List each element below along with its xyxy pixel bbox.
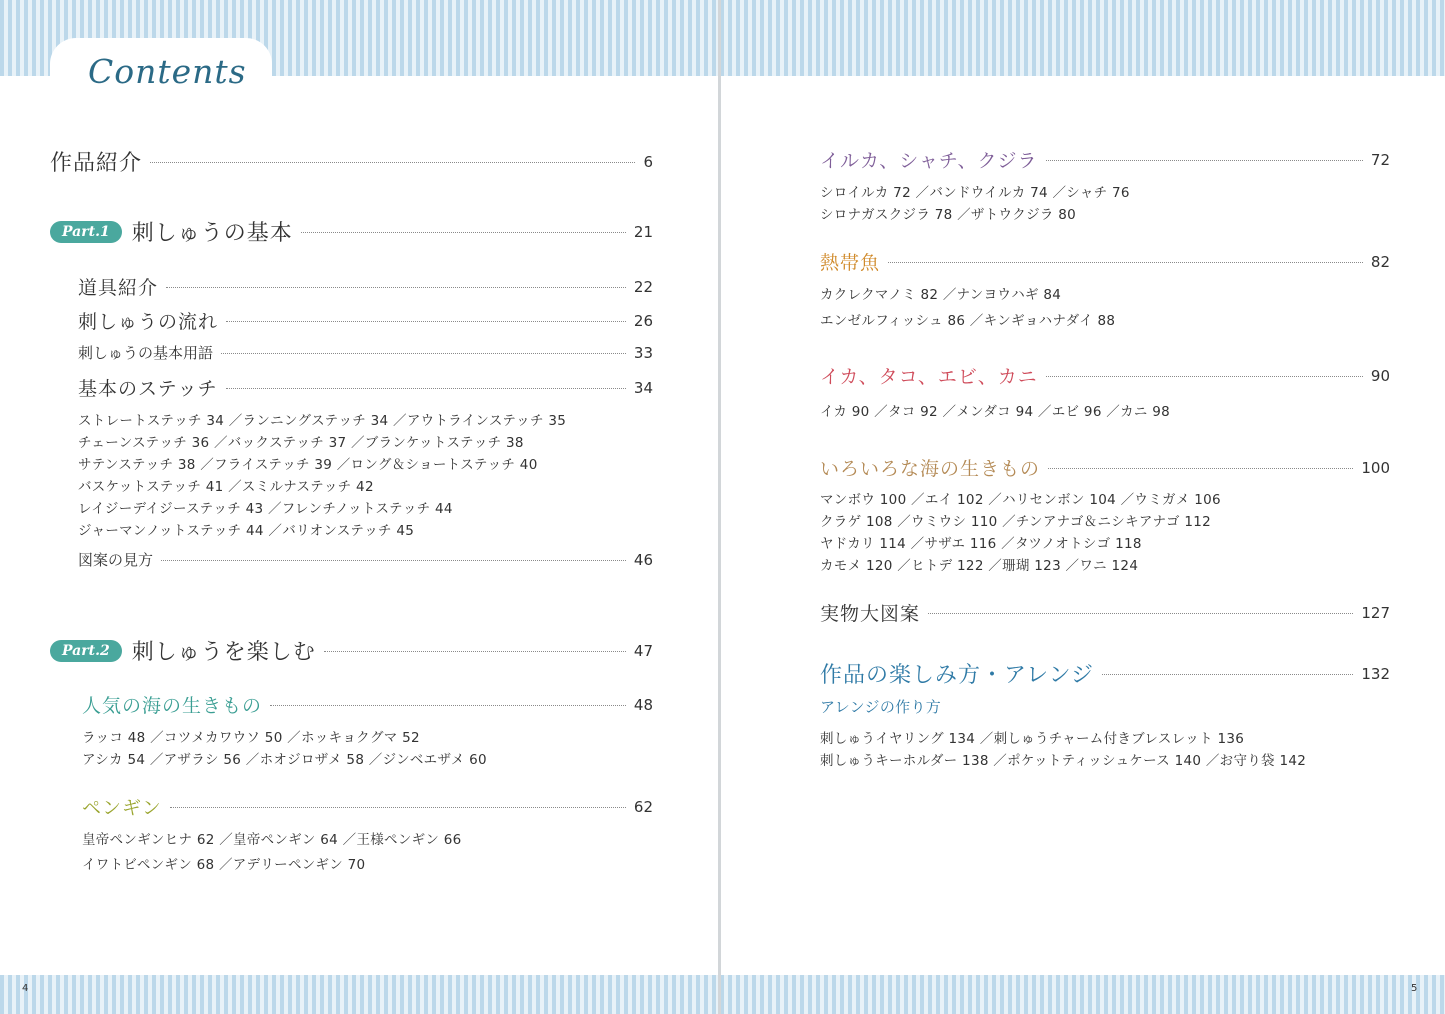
toc-page-number: 48 [633, 695, 653, 714]
toc-label: 刺しゅうの基本 [131, 221, 293, 246]
leader-dots [928, 613, 1353, 614]
toc-page-number: 62 [633, 797, 653, 816]
subitem-line: 皇帝ペンギンヒナ 62 ／皇帝ペンギン 64 ／王様ペンギン 66 [82, 832, 462, 848]
stitch-list-line: サテンステッチ 38 ／フライステッチ 39 ／ロング＆ショートステッチ 40 [78, 457, 538, 473]
leader-dots [1046, 160, 1363, 161]
toc-page-number: 46 [633, 550, 653, 569]
stitch-list-line: レイジーデイジーステッチ 43 ／フレンチノットステッチ 44 [78, 501, 453, 517]
toc-entry-dolphin[interactable] [820, 146, 1390, 173]
toc-page-number: 72 [1370, 150, 1390, 169]
leader-dots [324, 651, 626, 652]
leader-dots [1046, 376, 1363, 377]
part-badge: Part.2 [50, 640, 122, 662]
toc-label: 刺しゅうの流れ [78, 311, 219, 333]
toc-entry-terms[interactable] [78, 342, 653, 363]
toc-label: 刺しゅうの基本用語 [78, 344, 214, 362]
toc-page-number: 34 [633, 378, 653, 397]
toc-label: 図案の見方 [78, 551, 154, 569]
leader-dots [226, 388, 626, 389]
stitch-list-line: バスケットステッチ 41 ／スミルナステッチ 42 [78, 479, 374, 495]
subitem-line: ラッコ 48 ／コツメカワウソ 50 ／ホッキョクグマ 52 [82, 730, 420, 746]
leader-dots [888, 262, 1363, 263]
toc-entry-stitches[interactable] [78, 374, 653, 401]
toc-entry-tropical[interactable] [820, 248, 1390, 275]
toc-page-number: 33 [633, 343, 653, 362]
leader-dots [166, 287, 626, 288]
subitem-line: シロイルカ 72 ／バンドウイルカ 74 ／シャチ 76 [820, 185, 1130, 201]
stitch-list-line: ストレートステッチ 34 ／ランニングステッチ 34 ／アウトラインステッチ 35 [78, 413, 567, 429]
subitem-line: マンボウ 100 ／エイ 102 ／ハリセンボン 104 ／ウミガメ 106 [820, 492, 1221, 508]
part-badge: Part.1 [50, 221, 122, 243]
subitem-line: 刺しゅうキーホルダー 138 ／ポケットティッシュケース 140 ／お守り袋 142 [820, 753, 1307, 769]
arrange-sub-heading[interactable]: アレンジの作り方 [820, 698, 942, 716]
subitem-line: アシカ 54 ／アザラシ 56 ／ホオジロザメ 58 ／ジンベエザメ 60 [82, 752, 487, 768]
toc-page-number: 132 [1361, 664, 1390, 683]
toc-entry-intro[interactable] [50, 146, 653, 177]
toc-label: いろいろな海の生きもの [820, 458, 1041, 480]
leader-dots [1048, 468, 1353, 469]
toc-page-number: 90 [1370, 366, 1390, 385]
page-number-right: 5 [1411, 983, 1418, 994]
stitch-list-line: ジャーマンノットステッチ 44 ／バリオンステッチ 45 [78, 523, 415, 539]
toc-page-number: 47 [633, 641, 653, 660]
leader-dots [226, 321, 626, 322]
toc-entry-flow[interactable] [78, 307, 653, 334]
toc-entry-fullsize[interactable] [820, 599, 1390, 626]
toc-entry-penguin[interactable] [82, 793, 653, 820]
toc-page-number: 26 [633, 311, 653, 330]
leader-dots [301, 232, 626, 233]
toc-label: 人気の海の生きもの [82, 695, 263, 717]
right-page [721, 0, 1445, 1014]
leader-dots [150, 162, 635, 163]
leader-dots [270, 705, 626, 706]
toc-label: 道具紹介 [78, 277, 159, 299]
leader-dots [221, 353, 626, 354]
toc-label: ペンギン [82, 797, 162, 819]
toc-page-number: 127 [1361, 603, 1390, 622]
subitem-line: 刺しゅうイヤリング 134 ／刺しゅうチャーム付きブレスレット 136 [820, 731, 1245, 747]
toc-entry-various[interactable] [820, 454, 1390, 481]
toc-entry-pattern[interactable] [78, 549, 653, 570]
toc-label: 刺しゅうを楽しむ [131, 640, 316, 665]
subitem-line: エンゼルフィッシュ 86 ／キンギョハナダイ 88 [820, 313, 1116, 329]
subitem-line: イカ 90 ／タコ 92 ／メンダコ 94 ／エビ 96 ／カニ 98 [820, 404, 1171, 420]
toc-page-number: 6 [643, 152, 653, 171]
left-page [0, 0, 718, 1014]
toc-label: 作品紹介 [50, 151, 143, 176]
contents-title: Contents [88, 52, 247, 91]
subitem-line: イワトビペンギン 68 ／アデリーペンギン 70 [82, 857, 366, 873]
stitch-list-line: チェーンステッチ 36 ／バックステッチ 37 ／ブランケットステッチ 38 [78, 435, 524, 451]
toc-label: 基本のステッチ [78, 378, 218, 400]
subitem-line: カモメ 120 ／ヒトデ 122 ／珊瑚 123 ／ワニ 124 [820, 558, 1139, 574]
toc-entry-tools[interactable] [78, 273, 653, 300]
leader-dots [161, 560, 626, 561]
toc-label: イカ、タコ、エビ、カニ [820, 366, 1038, 388]
subitem-line: カクレクマノミ 82 ／ナンヨウハギ 84 [820, 287, 1062, 303]
subitem-line: クラゲ 108 ／ウミウシ 110 ／チンアナゴ＆ニシキアナゴ 112 [820, 514, 1212, 530]
page-number-left: 4 [22, 983, 29, 994]
toc-entry-arrange[interactable] [820, 658, 1390, 689]
toc-label: 作品の楽しみ方・アレンジ [820, 663, 1095, 688]
toc-entry-part1[interactable] [50, 216, 653, 247]
leader-dots [170, 807, 626, 808]
toc-entry-part2[interactable] [50, 635, 653, 666]
toc-page-number: 21 [633, 222, 653, 241]
toc-entry-squid[interactable] [820, 362, 1390, 389]
toc-page-number: 82 [1370, 252, 1390, 271]
toc-page-number: 22 [633, 277, 653, 296]
toc-page-number: 100 [1361, 458, 1390, 477]
toc-label: イルカ、シャチ、クジラ [820, 150, 1038, 172]
toc-label: 熱帯魚 [820, 252, 881, 274]
toc-label: 実物大図案 [820, 603, 921, 625]
leader-dots [1102, 674, 1353, 675]
subitem-line: ヤドカリ 114 ／サザエ 116 ／タツノオトシゴ 118 [820, 536, 1142, 552]
subitem-line: シロナガスクジラ 78 ／ザトウクジラ 80 [820, 207, 1077, 223]
toc-entry-popular[interactable] [82, 691, 653, 718]
